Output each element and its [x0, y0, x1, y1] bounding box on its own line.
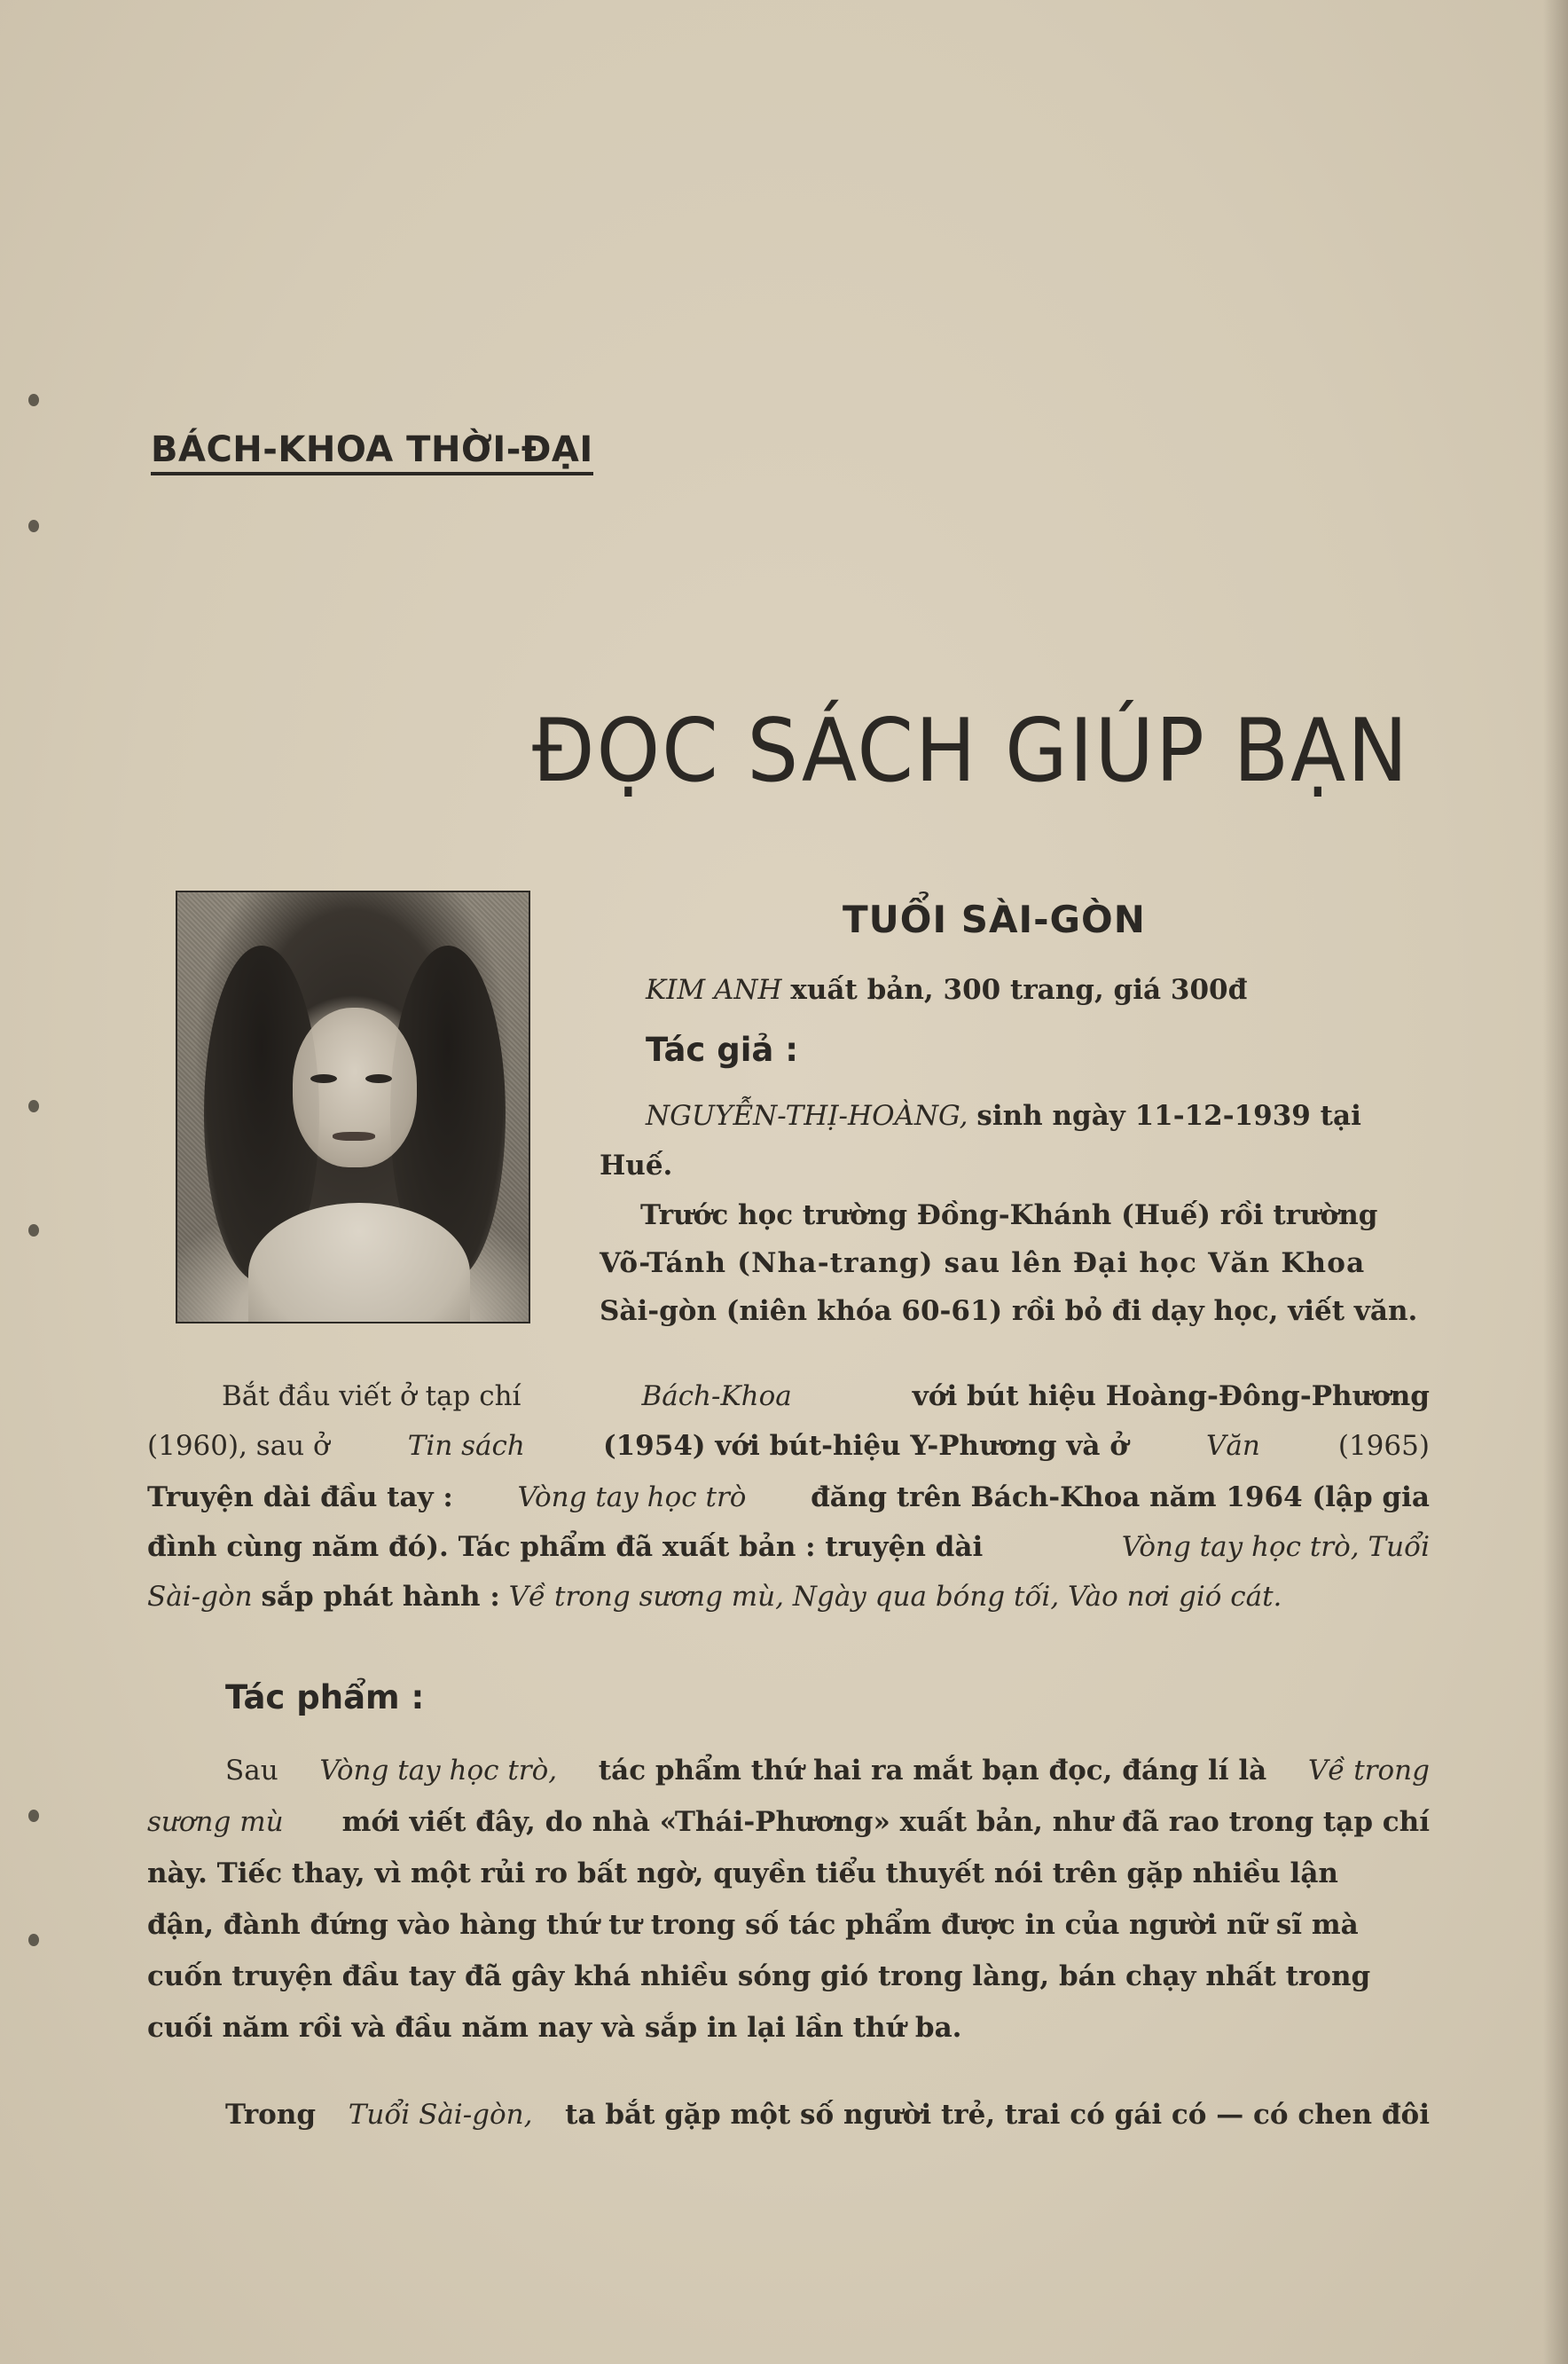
author-name: NGUYỄN-THỊ-HOÀNG,: [646, 1100, 968, 1132]
career-line-3: [147, 1481, 1430, 1513]
career-line-1: [222, 1380, 1430, 1412]
works-line-1: [225, 1755, 1430, 1787]
career-text: đăng trên Bách-Khoa năm 1964 (lập gia: [811, 1481, 1430, 1513]
publisher-name: KIM ANH: [646, 974, 782, 1006]
works-line-6: cuối năm rồi và đầu năm nay và sắp in lại lần thứ ba.: [147, 2012, 962, 2044]
career-text: (1954) với bút-hiệu Y-Phương và ở: [602, 1430, 1128, 1462]
career-text: với bút hiệu Hoàng-Đông-Phương: [912, 1380, 1430, 1412]
works-text: mới viết đây, do nhà «Thái-Phương» xuất bản, như đã rao trong tạp chí: [341, 1806, 1430, 1838]
works-line-7: [225, 2099, 1430, 2131]
works-label: Tác phẩm :: [225, 1678, 425, 1716]
career-text: Tin sách: [407, 1430, 525, 1462]
bio-text: Trước học trường Đồng-Khánh (Huế) rồi trường: [640, 1199, 1378, 1231]
works-line-5: [147, 1960, 1430, 1992]
margin-mark: [28, 1224, 39, 1237]
works-text: tác phẩm thứ hai ra mắt bạn đọc, đáng lí là: [598, 1755, 1267, 1787]
margin-mark: [28, 1934, 39, 1946]
magazine-name: BÁCH-KHOA THỜI-ĐẠI: [151, 429, 593, 475]
career-text: Vòng tay học trò: [517, 1481, 747, 1513]
works-text: ta bắt gặp một số người trẻ, trai có gái có — có chen đôi: [565, 2099, 1430, 2131]
works-text: Tuổi Sài-gòn,: [348, 2099, 533, 2131]
works-line-4: [147, 1909, 1430, 1941]
bio-line-2: Võ-Tánh (Nha-trang) sau lên Đại học Văn Khoa: [600, 1247, 1366, 1279]
career-text: Vòng tay học trò, Tuổi: [1121, 1531, 1430, 1563]
career-text: Truyện dài đầu tay :: [147, 1481, 453, 1513]
career-line-4: [147, 1531, 1430, 1563]
photo-face: [293, 1008, 417, 1167]
career-text: Văn: [1205, 1430, 1260, 1462]
career-text: Về trong sương mù, Ngày qua bóng tối, Vào nơi gió cát.: [508, 1581, 1282, 1613]
photo-eye: [365, 1074, 392, 1083]
margin-mark: [28, 1810, 39, 1822]
author-photo: [176, 891, 530, 1323]
works-text: Sau: [225, 1755, 278, 1787]
works-text: cuốn truyện đầu tay đã gây khá nhiều sóng gió trong làng, bán chạy nhất trong: [147, 1960, 1371, 1992]
author-birth: sinh ngày 11-12-1939 tại: [976, 1100, 1361, 1132]
margin-mark: [28, 1100, 39, 1112]
margin-mark: [28, 520, 39, 532]
works-text: này. Tiếc thay, vì một rủi ro bất ngờ, quyền tiểu thuyết nói trên gặp nhiều lận: [147, 1857, 1338, 1889]
photo-eye: [310, 1074, 337, 1083]
career-line-5: [147, 1581, 1282, 1613]
works-text: đận, đành đứng vào hàng thứ tư trong số tác phẩm được in của người nữ sĩ mà: [147, 1909, 1359, 1941]
works-text: Vòng tay học trò,: [319, 1755, 558, 1787]
bio-line-1: [640, 1199, 1428, 1231]
works-line-2: [147, 1806, 1430, 1838]
author-line: [646, 1100, 1361, 1132]
works-text: Về trong: [1307, 1755, 1430, 1787]
career-text: đình cùng năm đó). Tác phẩm đã xuất bản : truyện dài: [147, 1531, 984, 1563]
book-title: TUỔI SÀI-GÒN: [843, 898, 1146, 941]
career-text: sắp phát hành :: [261, 1581, 500, 1613]
works-line-3: [147, 1857, 1430, 1889]
career-text: Bách-Khoa: [641, 1380, 792, 1412]
career-text: (1965): [1337, 1430, 1430, 1462]
career-text: Sài-gòn: [147, 1581, 253, 1613]
publisher-info: xuất bản, 300 trang, giá 300đ: [790, 974, 1248, 1006]
author-birth-place: Huế.: [600, 1150, 673, 1182]
career-text: (1960), sau ở: [147, 1430, 330, 1462]
photo-mouth: [333, 1132, 375, 1141]
publisher-line: [646, 974, 1247, 1006]
career-text: Bắt đầu viết ở tạp chí: [222, 1380, 521, 1412]
works-text: Trong: [225, 2099, 317, 2131]
bio-line-3: Sài-gòn (niên khóa 60-61) rồi bỏ đi dạy học, viết văn.: [600, 1295, 1418, 1327]
section-title: ĐỌC SÁCH GIÚP BẠN: [532, 701, 1410, 802]
margin-mark: [28, 394, 39, 406]
author-label: Tác giả :: [646, 1031, 799, 1069]
career-line-2: [147, 1430, 1430, 1462]
works-text: sương mù: [147, 1806, 284, 1838]
